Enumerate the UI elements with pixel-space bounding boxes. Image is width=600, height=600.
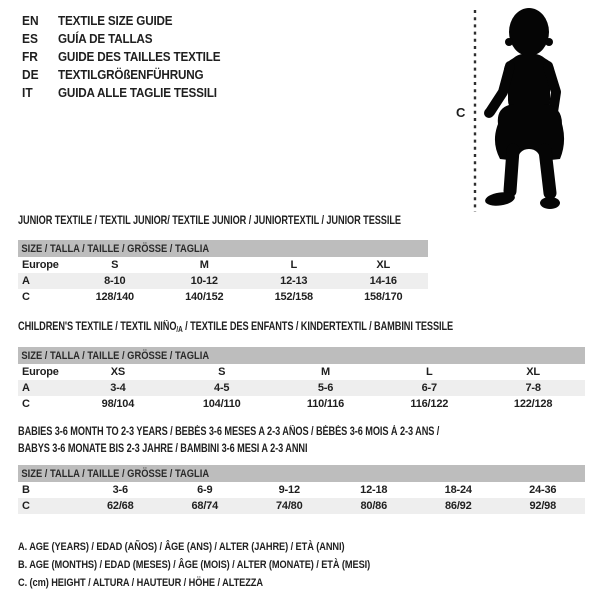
size-cell: 74/80 — [275, 500, 303, 512]
lang-row-it — [22, 84, 238, 102]
table-row — [18, 257, 428, 273]
table-row — [18, 273, 428, 289]
size-cell: 5-6 — [317, 382, 334, 394]
children-title-prefix: CHILDREN'S TEXTILE / TEXTIL NIÑO — [18, 321, 177, 333]
lang-row-de — [22, 66, 238, 84]
table-row — [18, 498, 585, 514]
table-row — [18, 380, 585, 396]
size-cell: XL — [376, 259, 391, 271]
size-cell: 68/74 — [191, 500, 219, 512]
size-header-bar — [18, 347, 585, 364]
children-section-title — [18, 320, 453, 337]
height-c-label: C — [456, 105, 466, 120]
row-label-cell: Europe — [22, 259, 59, 271]
size-header-label: SIZE / TALLA / TAILLE / GRÖSSE / TAGLIA — [21, 467, 210, 480]
table-row — [18, 396, 585, 412]
junior-section-title: JUNIOR TEXTILE / TEXTIL JUNIOR/ TEXTILE JUNIOR / JUNIORTEXTIL / JUNIOR TESSILE — [18, 215, 401, 227]
size-cell: M — [199, 259, 209, 271]
lang-code: ES — [22, 31, 38, 46]
size-cell: 6-9 — [197, 484, 213, 496]
legend-line-c: C. (cm) HEIGHT / ALTURA / HAUTEUR / HÖHE / ALTEZZA — [18, 577, 263, 589]
legend-line-b: B. AGE (MONTHS) / EDAD (MESES) / ÂGE (MOIS) / ALTER (MONATE) / ETÀ (MESI) — [18, 559, 371, 571]
lang-label: TEXTILGRÖßENFÜHRUNG — [58, 67, 204, 82]
size-cell: L — [290, 259, 298, 271]
size-cell: 152/158 — [274, 291, 313, 303]
table-row — [18, 482, 585, 498]
babies-size-table — [18, 465, 585, 514]
lang-label: GUIDE DES TAILLES TEXTILE — [58, 49, 221, 64]
size-cell: 80/86 — [360, 500, 388, 512]
children-title-subscript: /A — [176, 325, 183, 334]
size-cell: 158/170 — [364, 291, 403, 303]
row-label-cell: B — [22, 484, 30, 496]
children-size-table — [18, 347, 585, 412]
lang-label: TEXTILE SIZE GUIDE — [58, 13, 173, 28]
babies-section-title — [18, 424, 439, 458]
size-cell: 3-6 — [112, 484, 128, 496]
size-cell: 7-8 — [525, 382, 541, 394]
lang-label: GUIDA ALLE TAGLIE TESSILI — [58, 85, 217, 100]
size-header-bar — [18, 465, 585, 482]
junior-size-table — [18, 240, 428, 305]
size-cell: 98/104 — [101, 398, 135, 410]
size-cell: 4-5 — [214, 382, 230, 394]
size-cell: 116/122 — [410, 398, 449, 410]
size-cell: 92/98 — [529, 500, 557, 512]
row-label-cell: A — [22, 382, 30, 394]
size-cell: 12-13 — [280, 275, 308, 287]
row-label-cell: A — [22, 275, 30, 287]
size-cell: 110/116 — [306, 398, 345, 410]
size-cell: 104/110 — [202, 398, 241, 410]
lang-label: GUÍA DE TALLAS — [58, 31, 153, 46]
size-cell: L — [426, 366, 433, 378]
size-cell: 128/140 — [95, 291, 134, 303]
size-header-label: SIZE / TALLA / TAILLE / GRÖSSE / TAGLIA — [21, 242, 210, 255]
lang-row-es — [22, 30, 238, 48]
size-cell: 3-4 — [110, 382, 126, 394]
row-label-cell: C — [22, 500, 30, 512]
size-header-label: SIZE / TALLA / TAILLE / GRÖSSE / TAGLIA — [21, 349, 210, 362]
table-row — [18, 364, 585, 380]
size-cell: 14-16 — [369, 275, 397, 287]
size-cell: XS — [110, 366, 126, 378]
size-cell: 6-7 — [421, 382, 437, 394]
size-header-bar — [18, 240, 428, 257]
size-cell: XL — [526, 366, 540, 378]
babies-title-line1: BABIES 3-6 MONTH TO 2-3 YEARS / BEBÉS 3-6 MESES A 2-3 AÑOS / BÉBÉS 3-6 MOIS À 2-3 ANS / — [18, 426, 440, 438]
size-cell: 10-12 — [190, 275, 218, 287]
size-cell: 9-12 — [278, 484, 300, 496]
size-cell: S — [111, 259, 119, 271]
size-cell: 62/68 — [106, 500, 134, 512]
size-cell: 12-18 — [360, 484, 388, 496]
lang-row-fr — [22, 48, 238, 66]
size-cell: 140/152 — [185, 291, 224, 303]
size-cell: 18-24 — [444, 484, 472, 496]
size-cell: 8-10 — [104, 275, 126, 287]
baby-silhouette-icon — [484, 8, 564, 209]
children-title-suffix: / TEXTILE DES ENFANTS / KINDERTEXTIL / BAMBINI TESSILE — [182, 321, 454, 333]
legend-footer — [18, 538, 437, 592]
size-cell: 24-36 — [529, 484, 557, 496]
size-cell: 86/92 — [444, 500, 472, 512]
babies-title-line2: BABYS 3-6 MONATE BIS 2-3 JAHRE / BAMBINI 3-6 MESI A 2-3 ANNI — [18, 443, 308, 455]
lang-code: IT — [22, 85, 33, 100]
lang-code: DE — [22, 67, 39, 82]
legend-line-a: A. AGE (YEARS) / EDAD (AÑOS) / ÂGE (ANS) / ALTER (JAHRE) / ETÀ (ANNI) — [18, 541, 345, 553]
row-label-cell: C — [22, 291, 30, 303]
row-label-cell: C — [22, 398, 30, 410]
size-cell: S — [218, 366, 226, 378]
lang-code: EN — [22, 13, 39, 28]
lang-row-en — [22, 12, 238, 30]
row-label-cell: Europe — [22, 366, 59, 378]
size-cell: M — [321, 366, 330, 378]
table-row — [18, 289, 428, 305]
lang-code: FR — [22, 49, 38, 64]
size-cell: 122/128 — [513, 398, 553, 410]
language-header — [22, 12, 238, 102]
